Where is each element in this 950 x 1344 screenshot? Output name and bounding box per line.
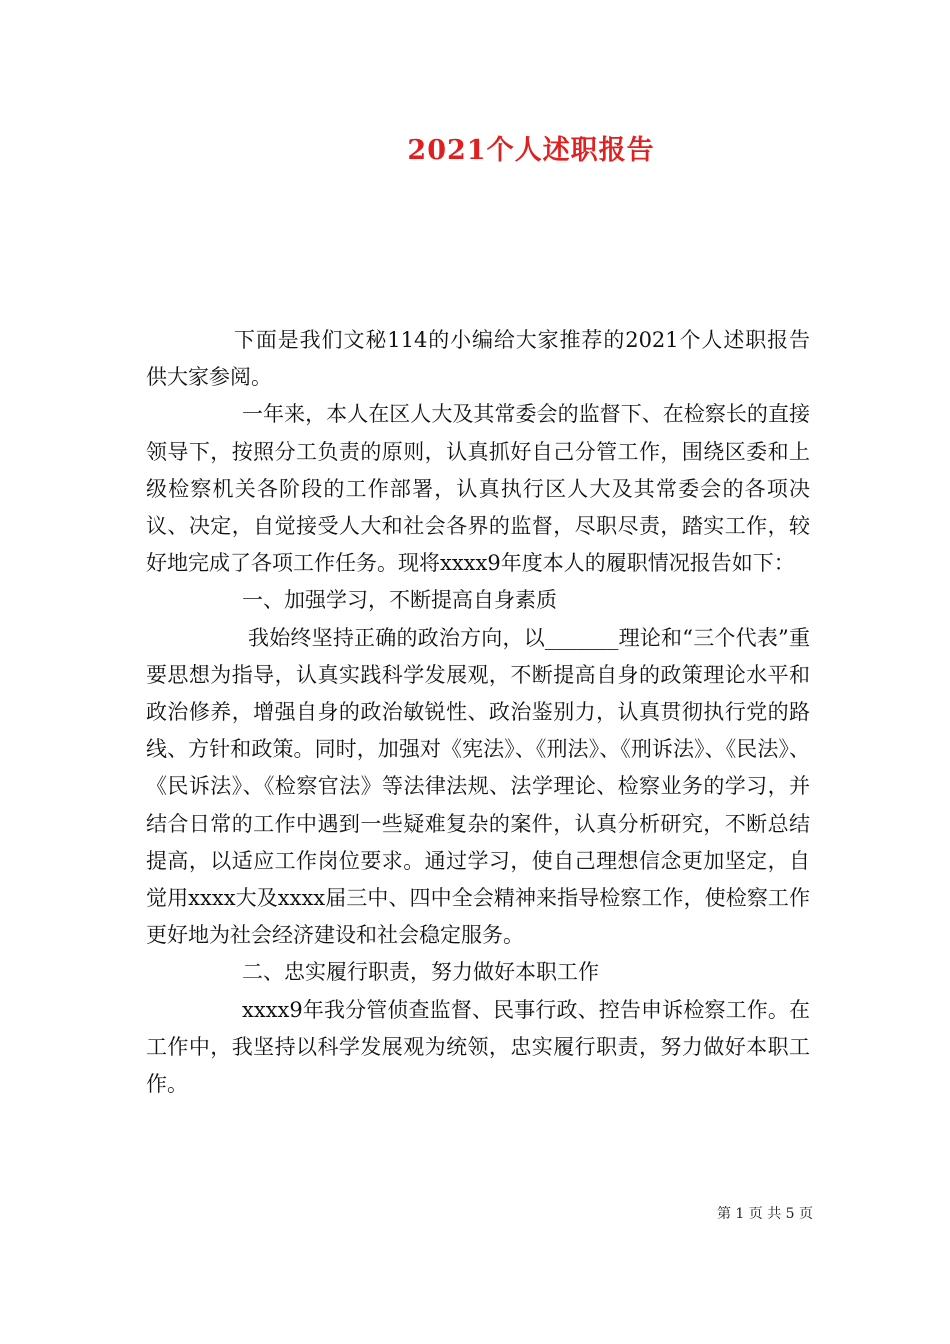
document-body — [146, 322, 810, 1103]
section-heading-2: 二、忠实履行职责，努力做好本职工作 — [242, 960, 599, 985]
paragraph-intro: 下面是我们文秘114的小编给大家推荐的2021个人述职报告供大家参阅。 — [146, 328, 810, 390]
section-heading-1: 一、加强学习，不断提高自身素质 — [242, 588, 557, 613]
page-number: 第 1 页 共 5 页 — [716, 1206, 814, 1222]
paragraph-study: 我始终坚持正确的政治方向，以_______理论和“三个代表”重要思想为指导，认真实践科学发展观，不断提高自身的政策理论水平和政治修养，增强自身的政治敏锐性、政治鉴别力，认真贯彻执行党的路线、方针和政策。同时，加强对《宪法》、《刑法》、《刑诉法》、《民法》、《民诉法》、《检察官法》等法律法规、法学理论、检察业务的学习，并结合日常的工作中遇到一些疑难复杂的案件，认真分析研究，不断总结提高，以适应工作岗位要求。通过学习，使自己理想信念更加坚定，自觉用xxxx大及xxxx届三中、四中全会精神来指导检察工作，使检察工作更好地为社会经济建设和社会稳定服务。 — [146, 625, 810, 948]
paragraph-duties: xxxx9年我分管侦查监督、民事行政、控告申诉检察工作。在工作中，我坚持以科学发展观为统领，忠实履行职责，努力做好本职工作。 — [146, 997, 810, 1097]
document-title: 2021个人述职报告 — [407, 135, 655, 166]
paragraph-overview: 一年来，本人在区人大及其常委会的监督下、在检察长的直接领导下，按照分工负责的原则，认真抓好自己分管工作，围绕区委和上级检察机关各阶段的工作部署，认真执行区人大及其常委会的各项决议、决定，自觉接受人大和社会各界的监督，尽职尽责，踏实工作，较好地完成了各项工作任务。现将xxxx9年度本人的履职情况报告如下： — [146, 402, 810, 576]
